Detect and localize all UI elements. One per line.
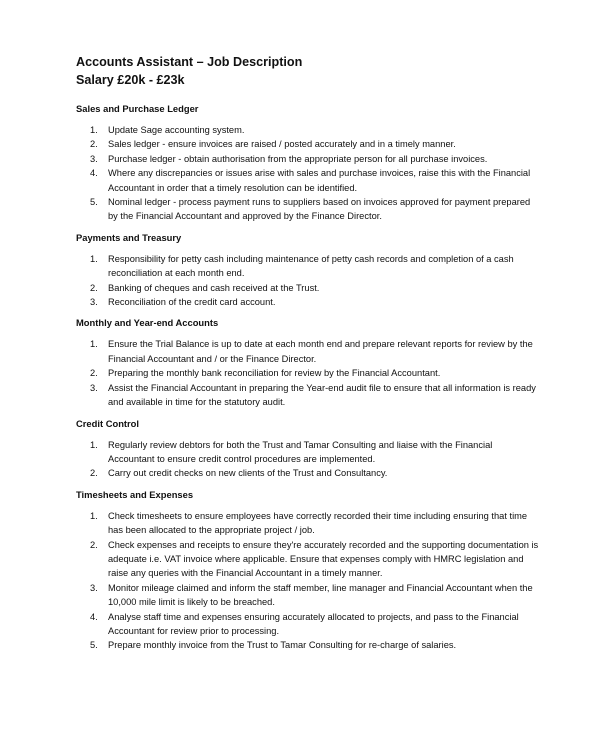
list-item-number: 2. (90, 139, 98, 150)
list-item (76, 152, 540, 166)
list-item-number: 2. (90, 539, 98, 550)
list-item-text: Reconciliation of the credit card account. (108, 297, 276, 308)
list-item (76, 123, 540, 137)
section (76, 418, 540, 481)
numbered-list (76, 509, 540, 653)
list-item (76, 581, 540, 610)
list-item (76, 195, 540, 224)
list-item-text: Check expenses and receipts to ensure they're accurately recorded and the supporting documentation is adequate i.e. VAT invoice where applicable. Ensure that expenses comply with HMRC legislation and raise any queries with the Financial Accountant in a timely manner. (108, 539, 539, 579)
list-item-text: Analyse staff time and expenses ensuring accurately allocated to projects, and pass to the Financial Accountant for review prior to processing. (108, 611, 519, 636)
list-item-number: 1. (90, 439, 98, 450)
numbered-list (76, 438, 540, 481)
list-item (76, 137, 540, 151)
section-heading: Timesheets and Expenses (76, 488, 194, 500)
list-item (76, 466, 540, 480)
list-item-text: Update Sage accounting system. (108, 125, 245, 135)
section (76, 489, 540, 653)
list-item (76, 538, 540, 581)
list-item (76, 252, 540, 281)
numbered-list (76, 123, 540, 224)
list-item-number: 1. (90, 510, 98, 521)
list-item-text: Where any discrepancies or issues arise with sales and purchase invoices, raise this with the Financial Accountant in order that a timely resolution can be identified. (108, 168, 531, 193)
list-item-text: Sales ledger - ensure invoices are raised / posted accurately and in a timely manner. (108, 139, 456, 150)
section (76, 232, 540, 310)
list-item-number: 5. (90, 640, 98, 651)
section (76, 317, 540, 409)
list-item-number: 2. (90, 282, 98, 293)
list-item-text: Ensure the Trial Balance is up to date at each month end and prepare relevant reports for review by the Financial Accountant and / or the Finance Director. (108, 339, 533, 364)
list-item (76, 366, 540, 380)
numbered-list (76, 337, 540, 409)
list-item-number: 3. (90, 582, 98, 593)
list-item-number: 4. (90, 611, 98, 622)
list-item-text: Preparing the monthly bank reconciliation for review by the Financial Accountant. (108, 368, 441, 379)
numbered-list (76, 252, 540, 310)
list-item (76, 281, 540, 295)
list-item-number: 3. (90, 382, 98, 393)
document-title: Accounts Assistant – Job Description (76, 55, 303, 69)
list-item (76, 166, 540, 195)
list-item-number: 2. (90, 368, 98, 379)
list-item-number: 2. (90, 468, 98, 479)
section-heading: Credit Control (76, 417, 140, 429)
list-item-text: Assist the Financial Accountant in preparing the Year-end audit file to ensure that all information is ready and available in time for the statutory audit. (108, 382, 536, 408)
list-item-number: 5. (90, 197, 98, 208)
list-item-number: 4. (90, 168, 98, 179)
list-item-text: Banking of cheques and cash received at the Trust. (108, 282, 320, 293)
list-item-text: Regularly review debtors for both the Trust and Tamar Consulting and liaise with the Financial Accountant to ensure credit control procedures are implemented. (108, 439, 493, 464)
list-item (76, 638, 540, 652)
section-heading: Monthly and Year-end Accounts (76, 317, 219, 329)
list-item-number: 3. (90, 297, 98, 308)
list-item (76, 337, 540, 366)
list-item-text: Monitor mileage claimed and inform the staff member, line manager and Financial Accountant when the 10,000 mile limit is likely to be breached. (108, 582, 533, 608)
list-item-text: Prepare monthly invoice from the Trust to Tamar Consulting for re-charge of salaries. (108, 640, 457, 651)
list-item-text: Check timesheets to ensure employees have correctly recorded their time including ensuring that time has been allocated to the appropriate project / job. (108, 510, 528, 536)
list-item (76, 610, 540, 639)
section-heading: Payments and Treasury (76, 231, 182, 243)
list-item-text: Nominal ledger - process payment runs to suppliers based on invoices approved for payment prepared by the Financial Accountant and approved by the Finance Director. (108, 197, 531, 222)
list-item-text: Responsibility for petty cash including maintenance of petty cash records and completion of a cash reconciliation at each month end. (108, 253, 514, 279)
list-item (76, 509, 540, 538)
list-item-text: Purchase ledger - obtain authorisation from the appropriate person for all purchase invoices. (108, 153, 488, 164)
sections-container (76, 103, 540, 653)
list-item-number: 3. (90, 153, 98, 164)
list-item-number: 1. (90, 339, 98, 350)
list-item (76, 295, 540, 309)
list-item (76, 438, 540, 467)
salary-line: Salary £20k - £23k (76, 73, 185, 87)
list-item (76, 381, 540, 410)
list-item-text: Carry out credit checks on new clients of the Trust and Consultancy. (108, 468, 388, 479)
list-item-number: 1. (90, 253, 98, 264)
section (76, 103, 540, 224)
section-heading: Sales and Purchase Ledger (76, 103, 199, 114)
list-item-number: 1. (90, 125, 98, 135)
